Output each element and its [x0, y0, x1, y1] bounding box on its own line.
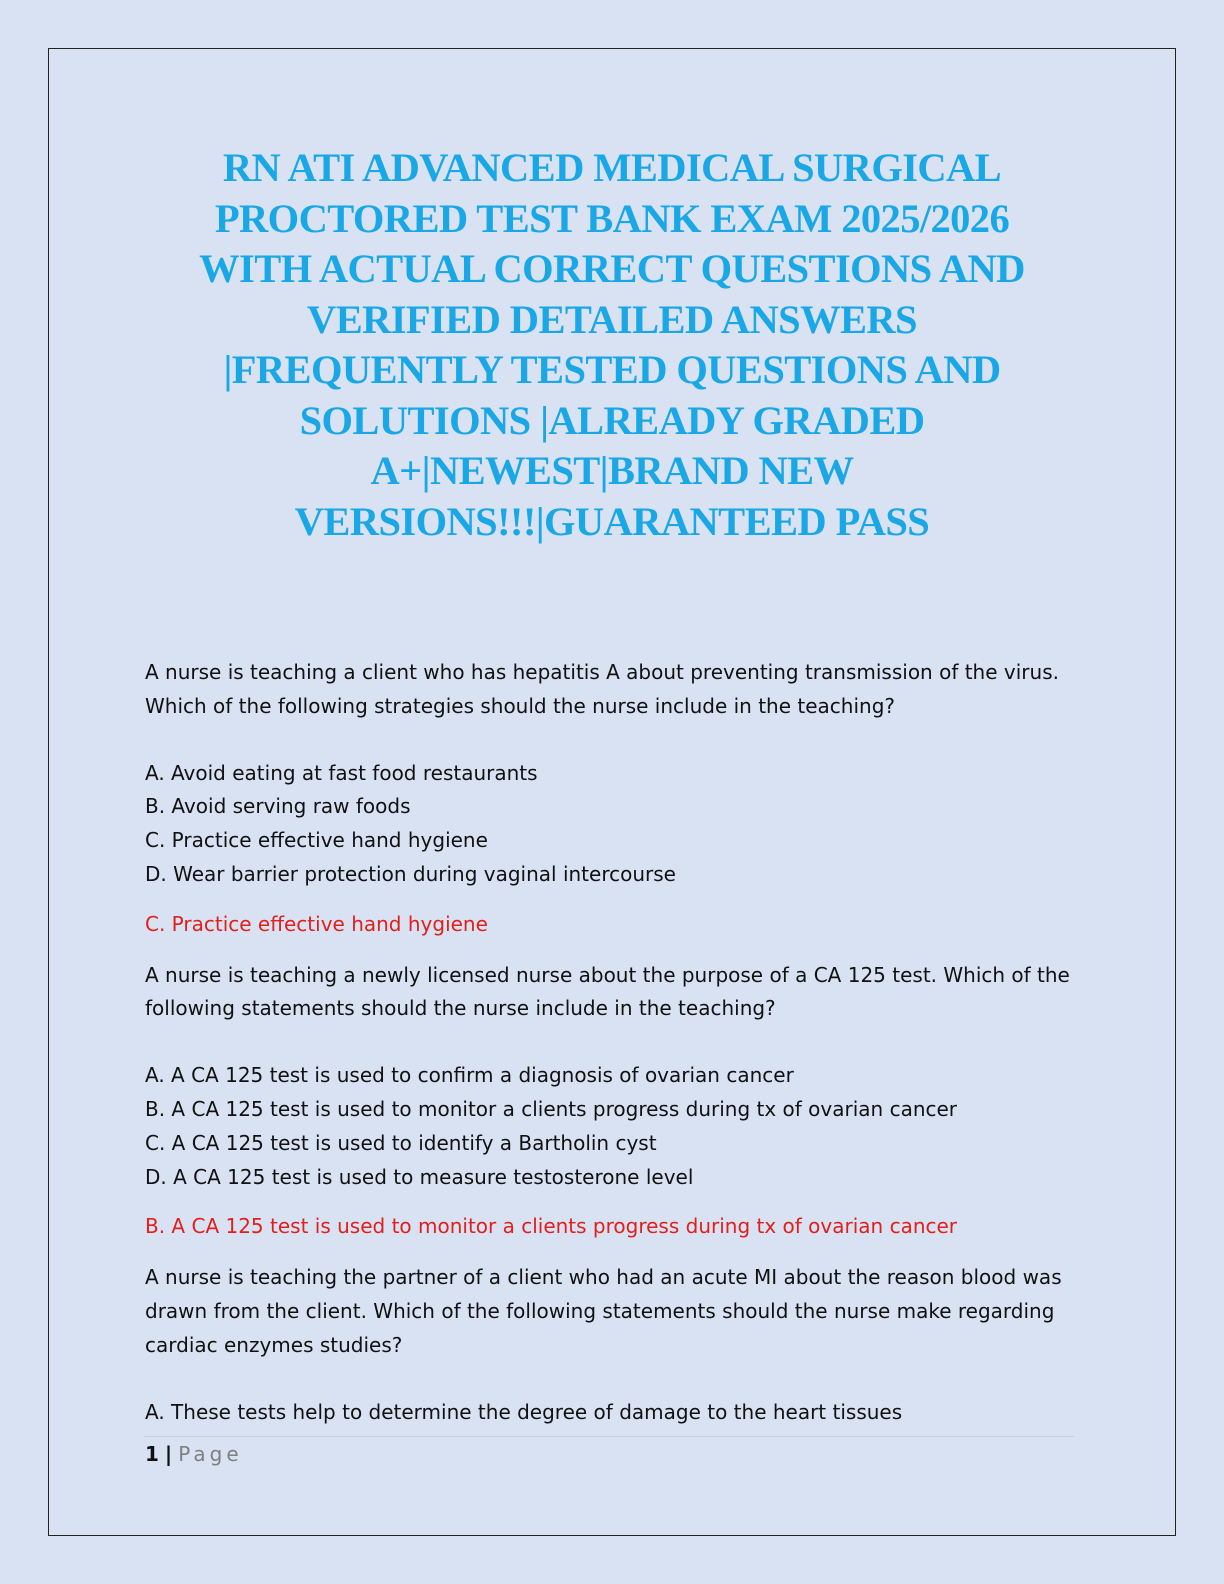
question-text [145, 1261, 1085, 1362]
option-d: D. A CA 125 test is used to measure testosterone level [145, 1164, 694, 1189]
title-line: VERIFIED DETAILED ANSWERS [307, 296, 917, 342]
title-line: RN ATI ADVANCED MEDICAL SURGICAL [222, 145, 1002, 190]
title-line: VERSIONS!!!|GUARANTEED PASS [294, 498, 930, 544]
question-line: A nurse is teaching the partner of a client who had an acute MI about the reason blood was [145, 1265, 1062, 1290]
question-line: A nurse is teaching a newly licensed nurse about the purpose of a CA 125 test. Which of the [145, 962, 1070, 987]
question-line: A nurse is teaching a client who has hepatitis A about preventing transmission of the virus. [145, 660, 1059, 684]
correct-answer: C. Practice effective hand hygiene [145, 911, 488, 936]
option-d: D. Wear barrier protection during vaginal intercourse [145, 861, 676, 886]
question-line: following statements should the nurse include in the teaching? [145, 996, 776, 1021]
footer-separator: | [164, 1442, 173, 1466]
question-line: Which of the following strategies should the nurse include in the teaching? [145, 693, 895, 718]
title-line: A+|NEWEST|BRAND NEW [370, 448, 854, 493]
option-list [145, 1059, 1085, 1194]
question-3 [145, 1261, 1085, 1429]
document-title [150, 143, 1074, 547]
option-b: B. A CA 125 test is used to monitor a clients progress during tx of ovarian cancer [145, 1096, 958, 1121]
page-number: 1 [145, 1442, 159, 1466]
page-label: Page [178, 1442, 243, 1466]
option-b: B. Avoid serving raw foods [145, 794, 411, 819]
option-a: A. A CA 125 test is used to confirm a diagnosis of ovarian cancer [145, 1063, 794, 1088]
title-line: SOLUTIONS |ALREADY GRADED [299, 397, 925, 443]
question-text [145, 656, 1085, 724]
question-1 [145, 656, 1085, 942]
option-a: A. Avoid eating at fast food restaurants [145, 760, 538, 785]
option-c: C. Practice effective hand hygiene [145, 828, 488, 853]
title-line: WITH ACTUAL CORRECT QUESTIONS AND [199, 246, 1025, 291]
question-line: drawn from the client. Which of the following statements should the nurse make regarding [145, 1298, 1055, 1323]
option-list [145, 757, 1085, 892]
correct-answer: B. A CA 125 test is used to monitor a clients progress during tx of ovarian cancer [145, 1214, 958, 1239]
question-line: cardiac enzymes studies? [145, 1332, 403, 1357]
question-2 [145, 959, 1085, 1245]
title-line: PROCTORED TEST BANK EXAM 2025/2026 [214, 195, 1010, 241]
option-a: A. These tests help to determine the degree of damage to the heart tissues [145, 1399, 903, 1424]
document-body [145, 656, 1085, 1429]
question-text [145, 959, 1085, 1027]
page-footer [145, 1440, 243, 1468]
footer-divider [144, 1436, 1074, 1437]
option-c: C. A CA 125 test is used to identify a Bartholin cyst [145, 1130, 657, 1155]
option-list [145, 1396, 1085, 1430]
title-line: |FREQUENTLY TESTED QUESTIONS AND [223, 347, 1001, 392]
